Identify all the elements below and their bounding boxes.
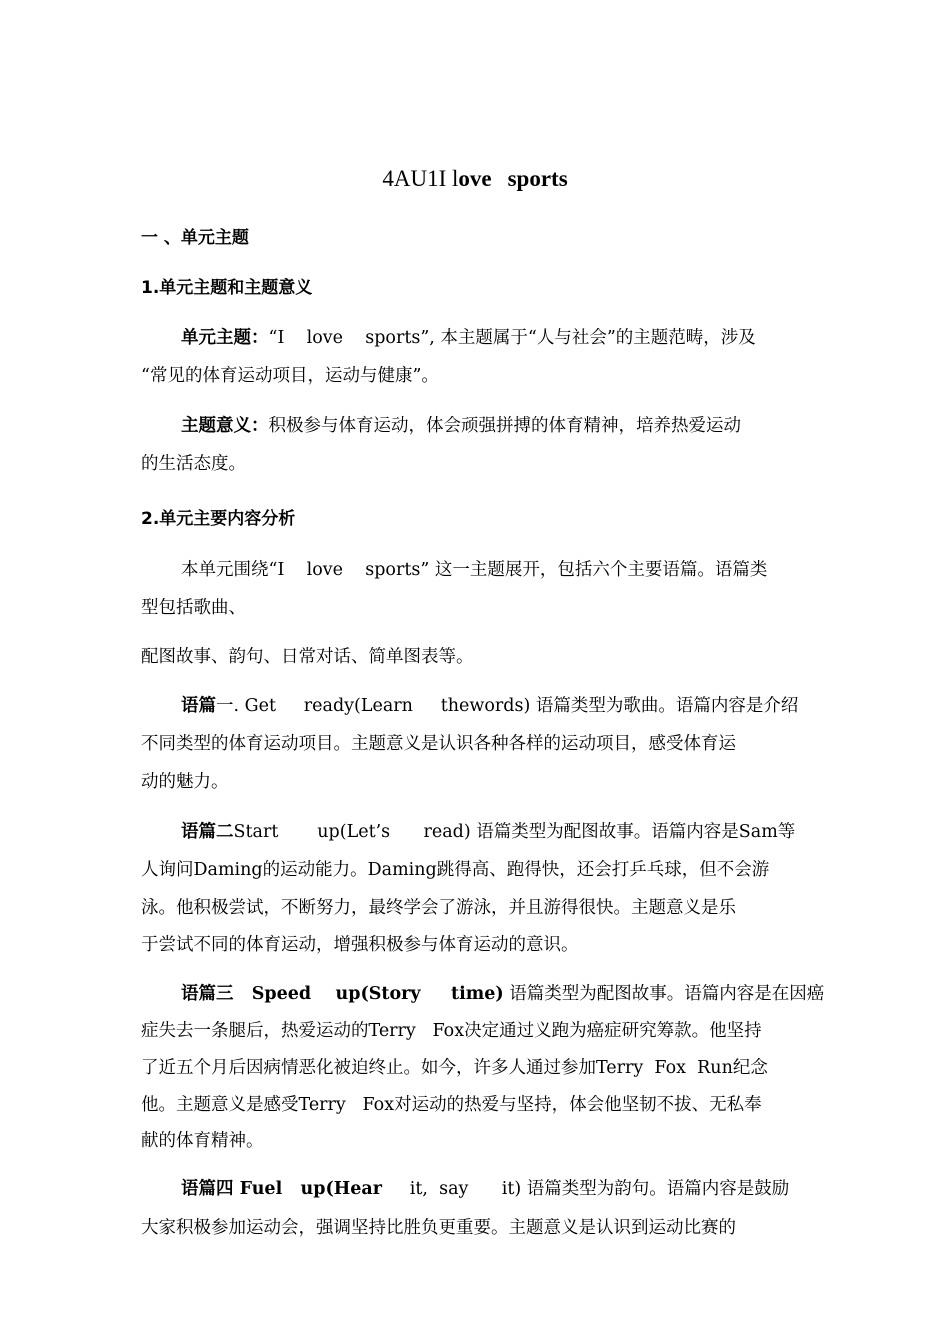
text-4-line-1 — [181, 1177, 789, 1201]
title-part-2: ove — [458, 166, 492, 191]
text-2-line-2: 人询问Daming的运动能力。Daming跳得高、跑得快，还会打乒乓球，但不会游 — [141, 860, 770, 880]
text-1-line-2: 不同类型的体育运动项目。主题意义是认识各种各样的运动项目，感受体育运 — [141, 734, 736, 754]
subheading-theme-and-meaning: 1.单元主题和主题意义 — [141, 278, 313, 298]
text-4-line-1-rest: it, say it) 语篇类型为韵句。语篇内容是鼓励 — [381, 1179, 790, 1199]
text-2-label: 语篇二 — [181, 822, 234, 842]
text-1-label: 语篇 — [181, 696, 216, 716]
theme-text-line-2: “常见的体育运动项目，运动与健康”。 — [141, 366, 439, 386]
text-2-line-1 — [181, 820, 795, 844]
intro-line-3: 配图故事、韵句、日常对话、简单图表等。 — [141, 647, 474, 667]
title-part-3: sports — [507, 166, 568, 191]
intro-line-1: 本单元围绕“I love sports” 这一主题展开，包括六个主要语篇。语篇类 — [181, 560, 768, 580]
text-3-line-4: 他。主题意义是感受Terry Fox对运动的热爱与坚持，体会他坚韧不拔、无私奉 — [141, 1095, 762, 1115]
text-3-line-3: 了近五个月后因病情恶化被迫终止。如今，许多人通过参加Terry Fox Run纪念 — [141, 1058, 768, 1078]
text-2-line-1-rest: Start up(Let’s read) 语篇类型为配图故事。语篇内容是Sam等 — [233, 822, 796, 842]
text-3-line-1 — [181, 982, 824, 1006]
title-part-1: 4AU1I l — [382, 166, 459, 191]
meaning-label: 主题意义： — [181, 416, 269, 436]
document-title — [0, 164, 950, 194]
paragraph-meaning — [181, 414, 741, 438]
meaning-text-line-1: 积极参与体育运动，体会顽强拼搏的体育精神，培养热爱运动 — [268, 416, 741, 436]
text-1-line-1-rest: 一. Get ready(Learn thewords) 语篇类型为歌曲。语篇内容是介绍 — [216, 696, 799, 716]
text-3-line-1-rest: 语篇类型为配图故事。语篇内容是在因癌 — [503, 984, 825, 1004]
text-3-label: 语篇三 Speed up(Story time) — [181, 984, 504, 1004]
theme-text-line-1: “I love sports”, 本主题属于“人与社会”的主题范畴，涉及 — [268, 328, 756, 348]
text-3-line-2: 症失去一条腿后，热爱运动的Terry Fox决定通过义跑为癌症研究筹款。他坚持 — [141, 1021, 762, 1041]
text-2-line-3: 泳。他积极尝试，不断努力，最终学会了游泳，并且游得很快。主题意义是乐 — [141, 898, 736, 918]
text-2-line-4: 于尝试不同的体育运动，增强积极参与体育运动的意识。 — [141, 935, 579, 955]
meaning-text-line-2: 的生活态度。 — [141, 454, 246, 474]
paragraph-theme — [181, 326, 756, 350]
theme-label: 单元主题： — [181, 328, 269, 348]
subheading-content-analysis: 2.单元主要内容分析 — [141, 509, 296, 529]
text-4-line-2: 大家积极参加运动会，强调坚持比胜负更重要。主题意义是认识到运动比赛的 — [141, 1218, 736, 1238]
text-1-line-3: 动的魅力。 — [141, 772, 229, 792]
text-4-label: 语篇四 Fuel up(Hear — [181, 1179, 382, 1199]
text-3-line-5: 献的体育精神。 — [141, 1131, 264, 1151]
text-1-line-1 — [181, 694, 798, 718]
section-heading-unit-theme: 一 、单元主题 — [141, 228, 249, 248]
intro-line-2: 型包括歌曲、 — [141, 598, 246, 618]
